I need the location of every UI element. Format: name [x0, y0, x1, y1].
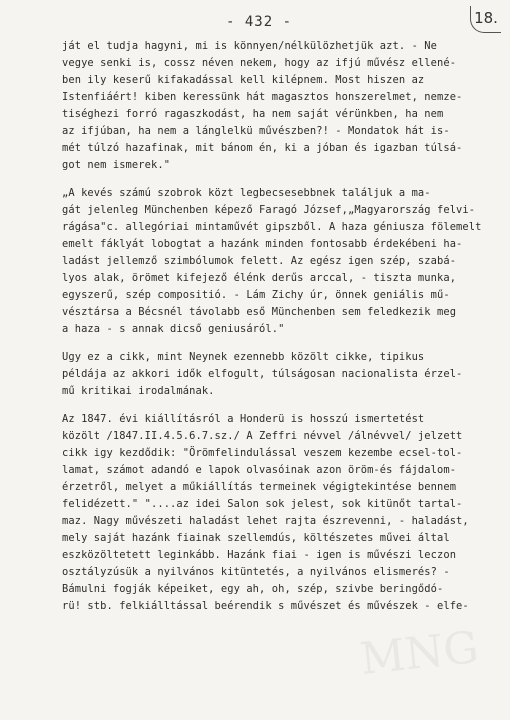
text-line: a haza - s annak dicső geniusáról.": [62, 323, 285, 335]
text-line: vésztársa a Bécsnél távolabb eső Münchenben sem feledkezik meg: [62, 306, 457, 318]
page-number: - 432 -: [226, 14, 293, 30]
text-line: érzetről, melyet a műkiállítás termeinek végigtekintése bennem: [62, 481, 457, 493]
text-line: Bámulni fogják képeiket, egy ah, oh, szép, szivbe beringődó-: [62, 583, 444, 595]
text-line: gát jelenleg Münchenben képező Faragó József,„Magyarország felvi-: [62, 204, 476, 216]
text-line: egyszerű, szép compositió. - Lám Zichy úr, önnek geniális mű-: [62, 289, 450, 301]
text-line: osztályzúsük a nyilvános kitüntetés, a nyilvános elismerés? -: [62, 566, 450, 578]
text-line: közölt /1847.II.4.5.6.7.sz./ A Zeffri névvel /álnévvel/ jelzett: [62, 430, 463, 442]
text-line: lyos alak, örömet kifejező élénk derűs arccal, - tiszta munka,: [62, 272, 457, 284]
folio-number: 18.: [470, 6, 501, 33]
paragraph: [62, 185, 498, 338]
paragraph-gap: [62, 174, 498, 185]
text-line: got nem ismerek.": [62, 159, 171, 171]
text-line: Ugy ez a cikk, mint Neynek ezennebb közölt cikke, tipikus: [62, 351, 425, 363]
text-line: rü! stb. felkiálltással beérendik s művészet és művészek - elfe-: [62, 600, 469, 612]
text-line: ját el tudja hagyni, mi is könnyen/nélkülözhetjük azt. - Ne: [62, 40, 437, 52]
watermark-stamp: MNG: [357, 621, 482, 686]
text-line: eszközöltetett leginkább. Hazánk fiai - igen is művészi leczon: [62, 549, 457, 561]
text-line: vegye senki is, cossz néven nekem, hogy az ifjú művész ellené-: [62, 57, 457, 69]
text-line: emelt fáklyát lobogtat a hazánk minden fontosabb érdekébeni ha-: [62, 238, 463, 250]
text-line: ladást jellemző szimbólumok felett. Az egész igen szép, szabá-: [62, 255, 457, 267]
paragraph: [62, 349, 498, 400]
text-line: Istenfiáért! kiben keressünk hát magasztos honszerelmet, nemze-: [62, 91, 463, 103]
text-line: „A kevés számú szobrok közt legbecsesebbnek találjuk a ma-: [62, 187, 431, 199]
text-line: cikk igy kezdődik: "Örömfelindulással veszem kezembe ecsel-tol-: [62, 447, 463, 459]
paragraph-gap: [62, 400, 498, 411]
text-line: az ifjúban, ha nem a lánglelkü művészben?! - Mondatok hát is-: [62, 125, 450, 137]
text-line: maz. Nagy művészeti haladást lehet rajta észrevenni, - haladást,: [62, 515, 469, 527]
text-line: rágása"c. allegóriai mintaművét gipszből. A haza géniusza fölemelt: [62, 221, 482, 233]
paragraph: [62, 38, 498, 174]
paragraph: [62, 411, 498, 615]
text-line: mű kritikai irodalmának.: [62, 385, 215, 397]
text-line: mét túlzó hazafinak, mit bánom én, ki a jóban és igazban túlsá-: [62, 142, 463, 154]
body-text: [62, 38, 498, 615]
text-line: Az 1847. évi kiállításról a Honderü is hosszú ismertetést: [62, 413, 425, 425]
text-line: mely saját hazánk fiainak szellemdús, költészetes művei által: [62, 532, 450, 544]
text-line: felidézett." "....az idei Salon sok jelest, sok kitünőt tartal-: [62, 498, 463, 510]
text-line: példája az akkori idők elfogult, túlságosan nacionalista érzel-: [62, 368, 463, 380]
text-line: tiséghezi forró ragaszkodást, ha nem saját vérünkben, ha nem: [62, 108, 444, 120]
text-line: lamat, számot adandó e lapok olvasóinak azon öröm-és fájdalom-: [62, 464, 457, 476]
text-line: ben ily keserű kifakadással kell kilépnem. Most hiszen az: [62, 74, 425, 86]
paragraph-gap: [62, 338, 498, 349]
